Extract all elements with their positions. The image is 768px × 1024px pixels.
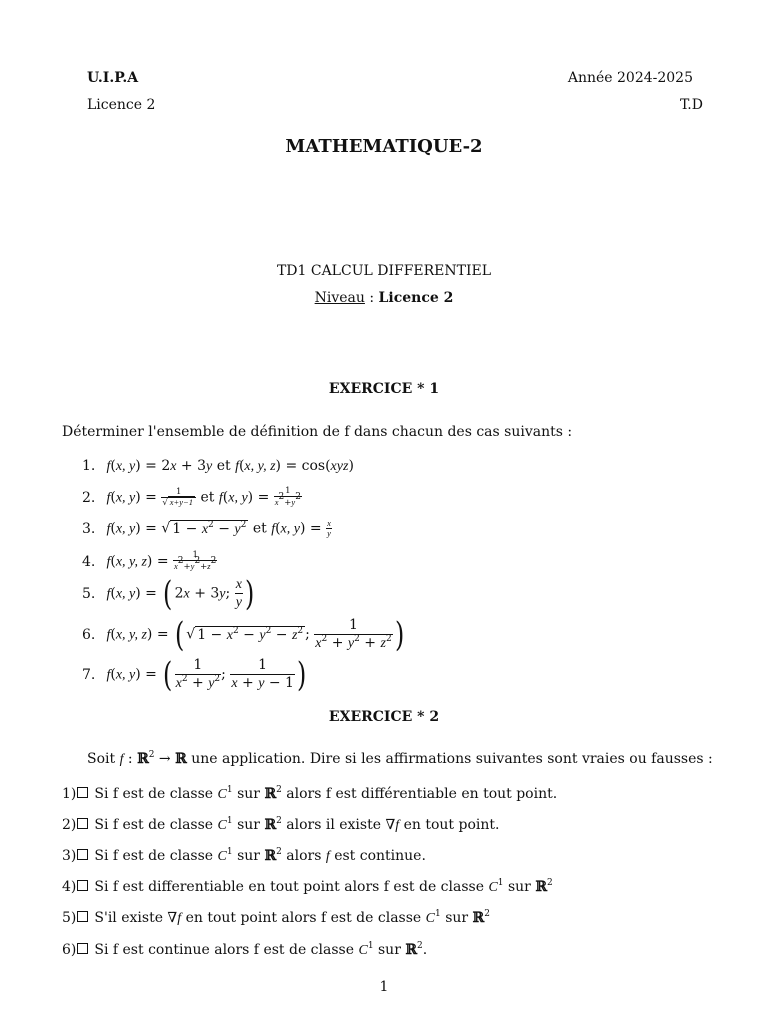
doc-type: T.D bbox=[680, 97, 703, 113]
checkbox[interactable] bbox=[77, 818, 88, 829]
checkbox[interactable] bbox=[77, 880, 88, 891]
checkbox[interactable] bbox=[77, 911, 88, 922]
niveau-value: Licence 2 bbox=[378, 290, 454, 306]
statement-6: 6) Si f est continue alors f est de classe $C^1$ sur ℝ$^2$. bbox=[62, 941, 428, 958]
checkbox[interactable] bbox=[77, 787, 88, 798]
statement-4: 4) Si f est differentiable en tout point alors f est de classe $C^1$ sur ℝ$^2$ bbox=[62, 878, 553, 895]
exercise-1-item: 6. f(x, y, z) = ( √ $1 - x^2 - y^2 - z^2$ ; $\frac{1}{x^2 + y^2 + z^2}$ ) bbox=[82, 614, 404, 655]
page-number: 1 bbox=[379, 979, 389, 995]
niveau-line bbox=[0, 290, 768, 306]
exercise-2-heading: EXERCICE * 2 bbox=[328, 709, 440, 725]
td-title: TD1 CALCUL DIFFERENTIEL bbox=[276, 263, 492, 279]
academic-year: Année 2024-2025 bbox=[567, 70, 693, 86]
exercise-2-intro: Soit f : ℝ$^2$ → ℝ une application. Dire si les affirmations suivantes sont vraies ou fausses : bbox=[87, 750, 713, 767]
niveau-separator: : bbox=[364, 290, 379, 306]
exercise-1-heading: EXERCICE * 1 bbox=[328, 381, 440, 397]
statement-1: 1) Si f est de classe $C^1$ sur ℝ$^2$ alors f est différentiable en tout point. bbox=[62, 785, 558, 802]
exercise-1-intro: Déterminer l'ensemble de définition de f dans chacun des cas suivants : bbox=[62, 424, 573, 440]
statement-5: 5) S'il existe ∇f en tout point alors f est de classe $C^1$ sur ℝ$^2$ bbox=[62, 909, 490, 926]
exercise-1-item: 7. f(x, y) = ( $\frac{1}{x^2 + y^2}$ ; $\frac{1}{x + y - 1}$ ) bbox=[82, 654, 307, 695]
exercise-1-item: 1. f(x, y) = 2x + 3y et f(x, y, z) = cos(xyz) bbox=[82, 458, 354, 474]
institution: U.I.P.A bbox=[87, 70, 139, 86]
level: Licence 2 bbox=[87, 97, 156, 113]
statement-3: 3) Si f est de classe $C^1$ sur ℝ$^2$ alors f est continue. bbox=[62, 847, 426, 864]
exercise-1-item: 5. f(x, y) = ( 2x + 3y; $\frac{x}{y}$ ) bbox=[82, 573, 255, 614]
niveau-label: Niveau bbox=[314, 290, 365, 306]
page-title: MATHEMATIQUE-2 bbox=[285, 136, 483, 157]
exercise-1-item: 4. f(x, y, z) = $\frac{1}{x^2+y^2+z^2}$ bbox=[82, 550, 217, 572]
exercise-1-item: 2. f(x, y) = $\frac{1}{√ x+y-1}$ et f(x, y) = $\frac{1}{x^2+y^2}$ bbox=[82, 486, 301, 508]
exercise-1-item: 3. f(x, y) = √ $1 - x^2 - y^2$ et f(x, y) = $\frac{x}{y}$ bbox=[82, 518, 331, 538]
statement-2: 2) Si f est de classe $C^1$ sur ℝ$^2$ alors il existe ∇f en tout point. bbox=[62, 816, 500, 833]
checkbox[interactable] bbox=[77, 849, 88, 860]
checkbox[interactable] bbox=[77, 943, 88, 954]
